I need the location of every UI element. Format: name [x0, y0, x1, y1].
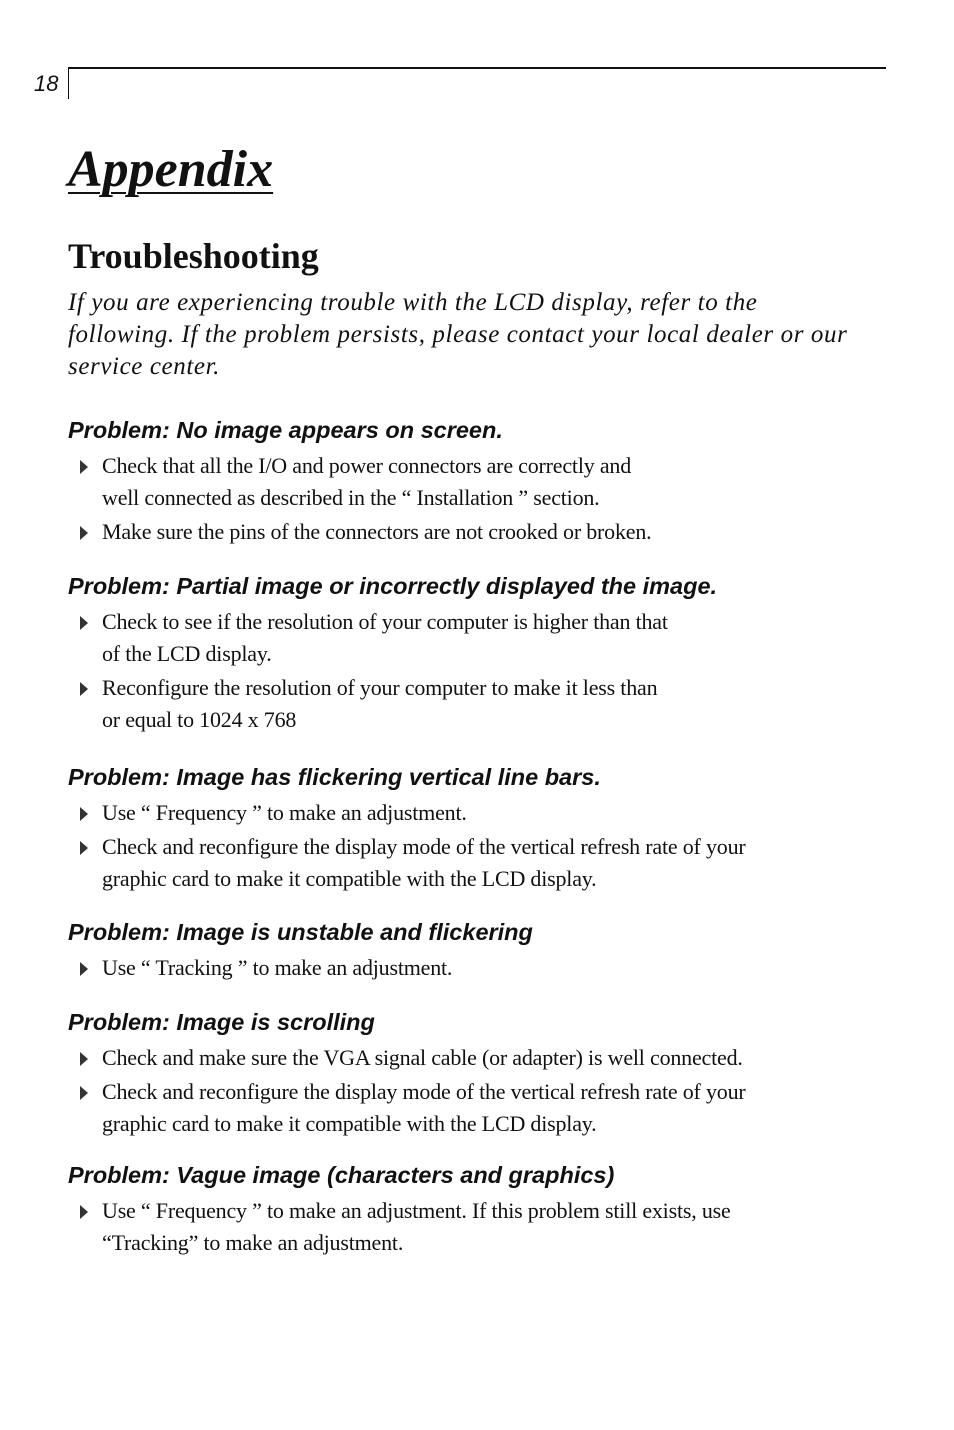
appendix-title: Appendix: [68, 141, 274, 198]
list-item: [68, 606, 908, 670]
item-line: of the LCD display.: [102, 641, 272, 666]
item-line: Check and reconfigure the display mode of the vertical refresh rate of your: [102, 834, 746, 859]
item-line: graphic card to make it compatible with the LCD display.: [102, 1111, 597, 1136]
list-item: [68, 672, 908, 736]
header-rule-tick: [68, 67, 69, 99]
item-line: Check and make sure the VGA signal cable (or adapter) is well connected.: [102, 1045, 743, 1070]
item-line: “Tracking” to make an adjustment.: [102, 1230, 404, 1255]
item-line: well connected as described in the “ Installation ” section.: [102, 485, 600, 510]
problem-block: [68, 1007, 908, 1142]
list-item: [68, 831, 908, 895]
bullet-arrow-icon: [80, 1205, 88, 1219]
problem-heading: Problem: Partial image or incorrectly displayed the image.: [68, 573, 718, 599]
problem-heading: Problem: Image is scrolling: [68, 1009, 375, 1035]
list-item: [68, 1042, 908, 1074]
problem-block: [68, 762, 908, 897]
bullet-arrow-icon: [80, 616, 88, 630]
problem-block: [68, 1160, 908, 1261]
problem-heading: Problem: No image appears on screen.: [68, 417, 503, 443]
problem-block: [68, 917, 908, 986]
item-line: or equal to 1024 x 768: [102, 707, 297, 732]
item-line: graphic card to make it compatible with the LCD display.: [102, 866, 597, 891]
bullet-arrow-icon: [80, 526, 88, 540]
list-item: [68, 516, 908, 548]
problem-block: [68, 415, 908, 550]
item-line: Use “ Tracking ” to make an adjustment.: [102, 955, 453, 980]
item-line: Check to see if the resolution of your computer is higher than that: [102, 609, 668, 634]
list-item: [68, 952, 908, 984]
list-item: [68, 797, 908, 829]
bullet-arrow-icon: [80, 682, 88, 696]
bullet-arrow-icon: [80, 841, 88, 855]
bullet-arrow-icon: [80, 962, 88, 976]
item-line: Make sure the pins of the connectors are not crooked or broken.: [102, 519, 652, 544]
page-number: 18: [34, 71, 59, 96]
bullet-arrow-icon: [80, 807, 88, 821]
list-item: [68, 1195, 908, 1259]
header-rule: [68, 67, 886, 69]
problem-heading: Problem: Image is unstable and flickering: [68, 919, 533, 945]
list-item: [68, 450, 908, 514]
problem-block: [68, 571, 908, 738]
item-line: Check and reconfigure the display mode of the vertical refresh rate of your: [102, 1079, 746, 1104]
item-line: Check that all the I/O and power connectors are correctly and: [102, 453, 632, 478]
section-title: Troubleshooting: [68, 236, 319, 276]
item-line: Reconfigure the resolution of your computer to make it less than: [102, 675, 658, 700]
bullet-arrow-icon: [80, 1086, 88, 1100]
bullet-arrow-icon: [80, 1052, 88, 1066]
item-line: Use “ Frequency ” to make an adjustment.: [102, 800, 467, 825]
intro-paragraph: If you are experiencing trouble with the LCD display, refer to the following. If the problem persists, please contact your local dealer or our service center.: [68, 289, 848, 380]
problem-heading: Problem: Image has flickering vertical line bars.: [68, 764, 601, 790]
bullet-arrow-icon: [80, 460, 88, 474]
list-item: [68, 1076, 908, 1140]
item-line: Use “ Frequency ” to make an adjustment. If this problem still exists, use: [102, 1198, 731, 1223]
problem-heading: Problem: Vague image (characters and graphics): [68, 1162, 615, 1188]
